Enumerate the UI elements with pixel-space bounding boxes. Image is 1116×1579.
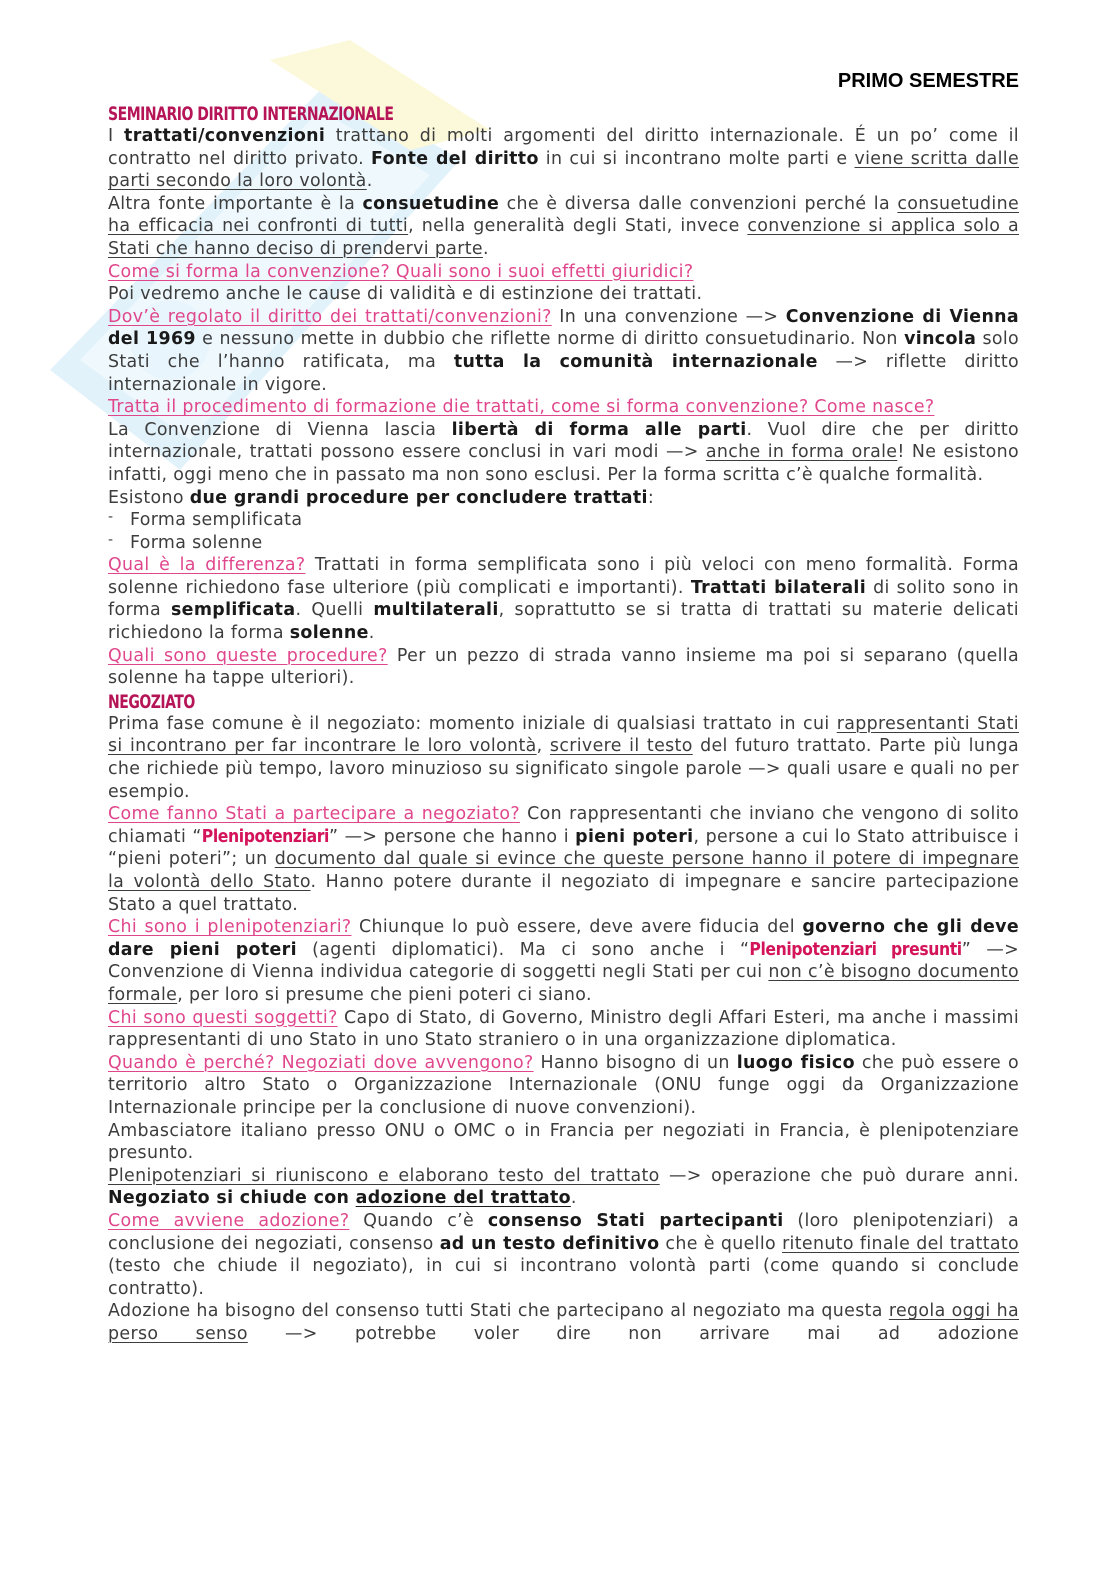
question: Qual è la differenza? [108, 555, 306, 576]
question: Come si forma la convenzione? Quali sono i suoi effetti giuridici? [108, 261, 694, 282]
paragraph: Plenipotenziari si riuniscono e elaborano testo del trattato —> operazione che può durare anni. Negoziato si chiude con adozione del trattato. [108, 1165, 1020, 1209]
question: Dov’è regolato il diritto dei trattati/convenzioni? [108, 306, 552, 327]
paragraph: Ambasciatore italiano presso ONU o OMC o in Francia per negoziati in Francia, è plenipotenziare presunto. [108, 1120, 1019, 1164]
paragraph: Dov’è regolato il diritto dei trattati/convenzioni? In una convenzione —> Convenzione di Vienna del 1969 e nessuno mette in dubbio che riflette norme di diritto consuetudinario. Non vincola solo Stati che l’hanno ratificata, ma tutta la comunità internazionale —> riflette diritto internazionale in vigore. [108, 306, 1020, 395]
paragraph: Come avviene adozione? Quando c’è consenso Stati partecipanti (loro plenipotenziari) a conclusione dei negoziati, consenso ad un testo definitivo che è quello ritenuto finale del trattato (testo che chiude il negoziato), in cui si incontrano volontà parti (come quando si conclude contratto). [108, 1210, 1020, 1299]
paragraph: Quali sono queste procedure? Per un pezzo di strada vanno insieme ma poi si separano (quella solenne ha tappe ulteriori). [108, 645, 1019, 689]
question: Come fanno Stati a partecipare a negoziato? [108, 804, 520, 825]
paragraph: Altra fonte importante è la consuetudine che è diversa dalle convenzioni perché la consuetudine ha efficacia nei confronti di tutti, nella generalità degli Stati, invece convenzione si applica solo a Stati che hanno deciso di prendervi parte. [108, 193, 1020, 259]
paragraph: Come fanno Stati a partecipare a negoziato? Con rappresentanti che inviano che vengono di solito chiamati “Plenipotenziari” —> persone che hanno i pieni poteri, persone a cui lo Stato attribuisce i “pieni poteri”; un documento dal quale si evince che queste persone hanno il potere di impegnare la volontà dello Stato. Hanno potere durante il negoziato di impegnare e sancire partecipazione Stato a quel trattato. [108, 804, 1020, 915]
list-item: - Forma solenne [108, 532, 1019, 555]
question: Tratta il procedimento di formazione die trattati, come si forma convenzione? Come nasce? [108, 397, 935, 418]
section-heading-negoziato: NEGOZIATO [108, 690, 195, 713]
question: Come avviene adozione? [108, 1210, 350, 1231]
paragraph: Qual è la differenza? Trattati in forma semplificata sono i più veloci con meno formalità. Forma solenne richiedono fase ulteriore (più complicati e importanti). Trattati bilaterali di solito sono in forma semplificata. Quelli multilaterali, soprattutto se si tratta di trattati su materie delicati richiedono la forma solenne. [108, 555, 1020, 644]
question: Chi sono questi soggetti? [108, 1007, 338, 1028]
question-line [108, 396, 1019, 419]
list-item: - Forma semplificata [108, 509, 1019, 532]
semester-label: PRIMO SEMESTRE [837, 70, 1019, 92]
question: Quando è perché? Negoziati dove avvengono? [108, 1052, 534, 1073]
section-heading-seminar: SEMINARIO DIRITTO INTERNAZIONALE [108, 103, 394, 125]
paragraph: Chi sono questi soggetti? Capo di Stato, di Governo, Ministro degli Affari Esteri, ma anche i massimi rappresentanti di uno Stato in uno Stato straniero o in una organizzazione diplomatica. [108, 1007, 1019, 1051]
document-page [108, 66, 1019, 1345]
paragraph: Poi vedremo anche le cause di validità e di estinzione dei trattati. [108, 284, 703, 305]
question: Quali sono queste procedure? [108, 645, 388, 666]
paragraph: Quando è perché? Negoziati dove avvengono? Hanno bisogno di un luogo fisico che può essere o territorio altro Stato o Organizzazione Internazionale (ONU funge oggi da Organizzazione Internazionale principe per la conclusione di nuove convenzioni). [108, 1052, 1019, 1118]
paragraph: Prima fase comune è il negoziato: momento iniziale di qualsiasi trattato in cui rappresentanti Stati si incontrano per far incontrare le loro volontà, scrivere il testo del futuro trattato. Parte più lunga che richiede più tempo, lavoro minuzioso su significato singole parole —> quali usare e quali no per esempio. [108, 713, 1019, 802]
paragraph: I trattati/convenzioni trattano di molti argomenti del diritto internazionale. É un po’ come il contratto nel diritto privato. Fonte del diritto in cui si incontrano molte parti e viene scritta dalle parti secondo la loro volontà. [108, 126, 1019, 192]
paragraph: Esistono due grandi procedure per concludere trattati: [108, 487, 655, 508]
question: Chi sono i plenipotenziari? [108, 917, 352, 938]
paragraph: Adozione ha bisogno del consenso tutti Stati che partecipano al negoziato ma questa regola oggi ha perso senso —> potrebbe voler dire non arrivare mai ad adozione [108, 1301, 1020, 1344]
paragraph: La Convenzione di Vienna lascia libertà di forma alle parti. Vuol dire che per diritto internazionale, trattati possono essere conclusi in vari modi —> anche in forma orale! Ne esistono infatti, oggi meno che in passato ma non sono esclusi. Per la forma scritta c’è qualche formalità. [108, 419, 1019, 485]
question-line [108, 261, 1019, 284]
paragraph: Chi sono i plenipotenziari? Chiunque lo può essere, deve avere fiducia del governo che gli deve dare pieni poteri (agenti diplomatici). Ma ci sono anche i “Plenipotenziari presunti” —> Convenzione di Vienna individua categorie di soggetti negli Stati per cui non c’è bisogno documento formale, per loro si presume che pieni poteri ci siano. [108, 917, 1020, 1005]
procedure-list [108, 509, 1019, 554]
